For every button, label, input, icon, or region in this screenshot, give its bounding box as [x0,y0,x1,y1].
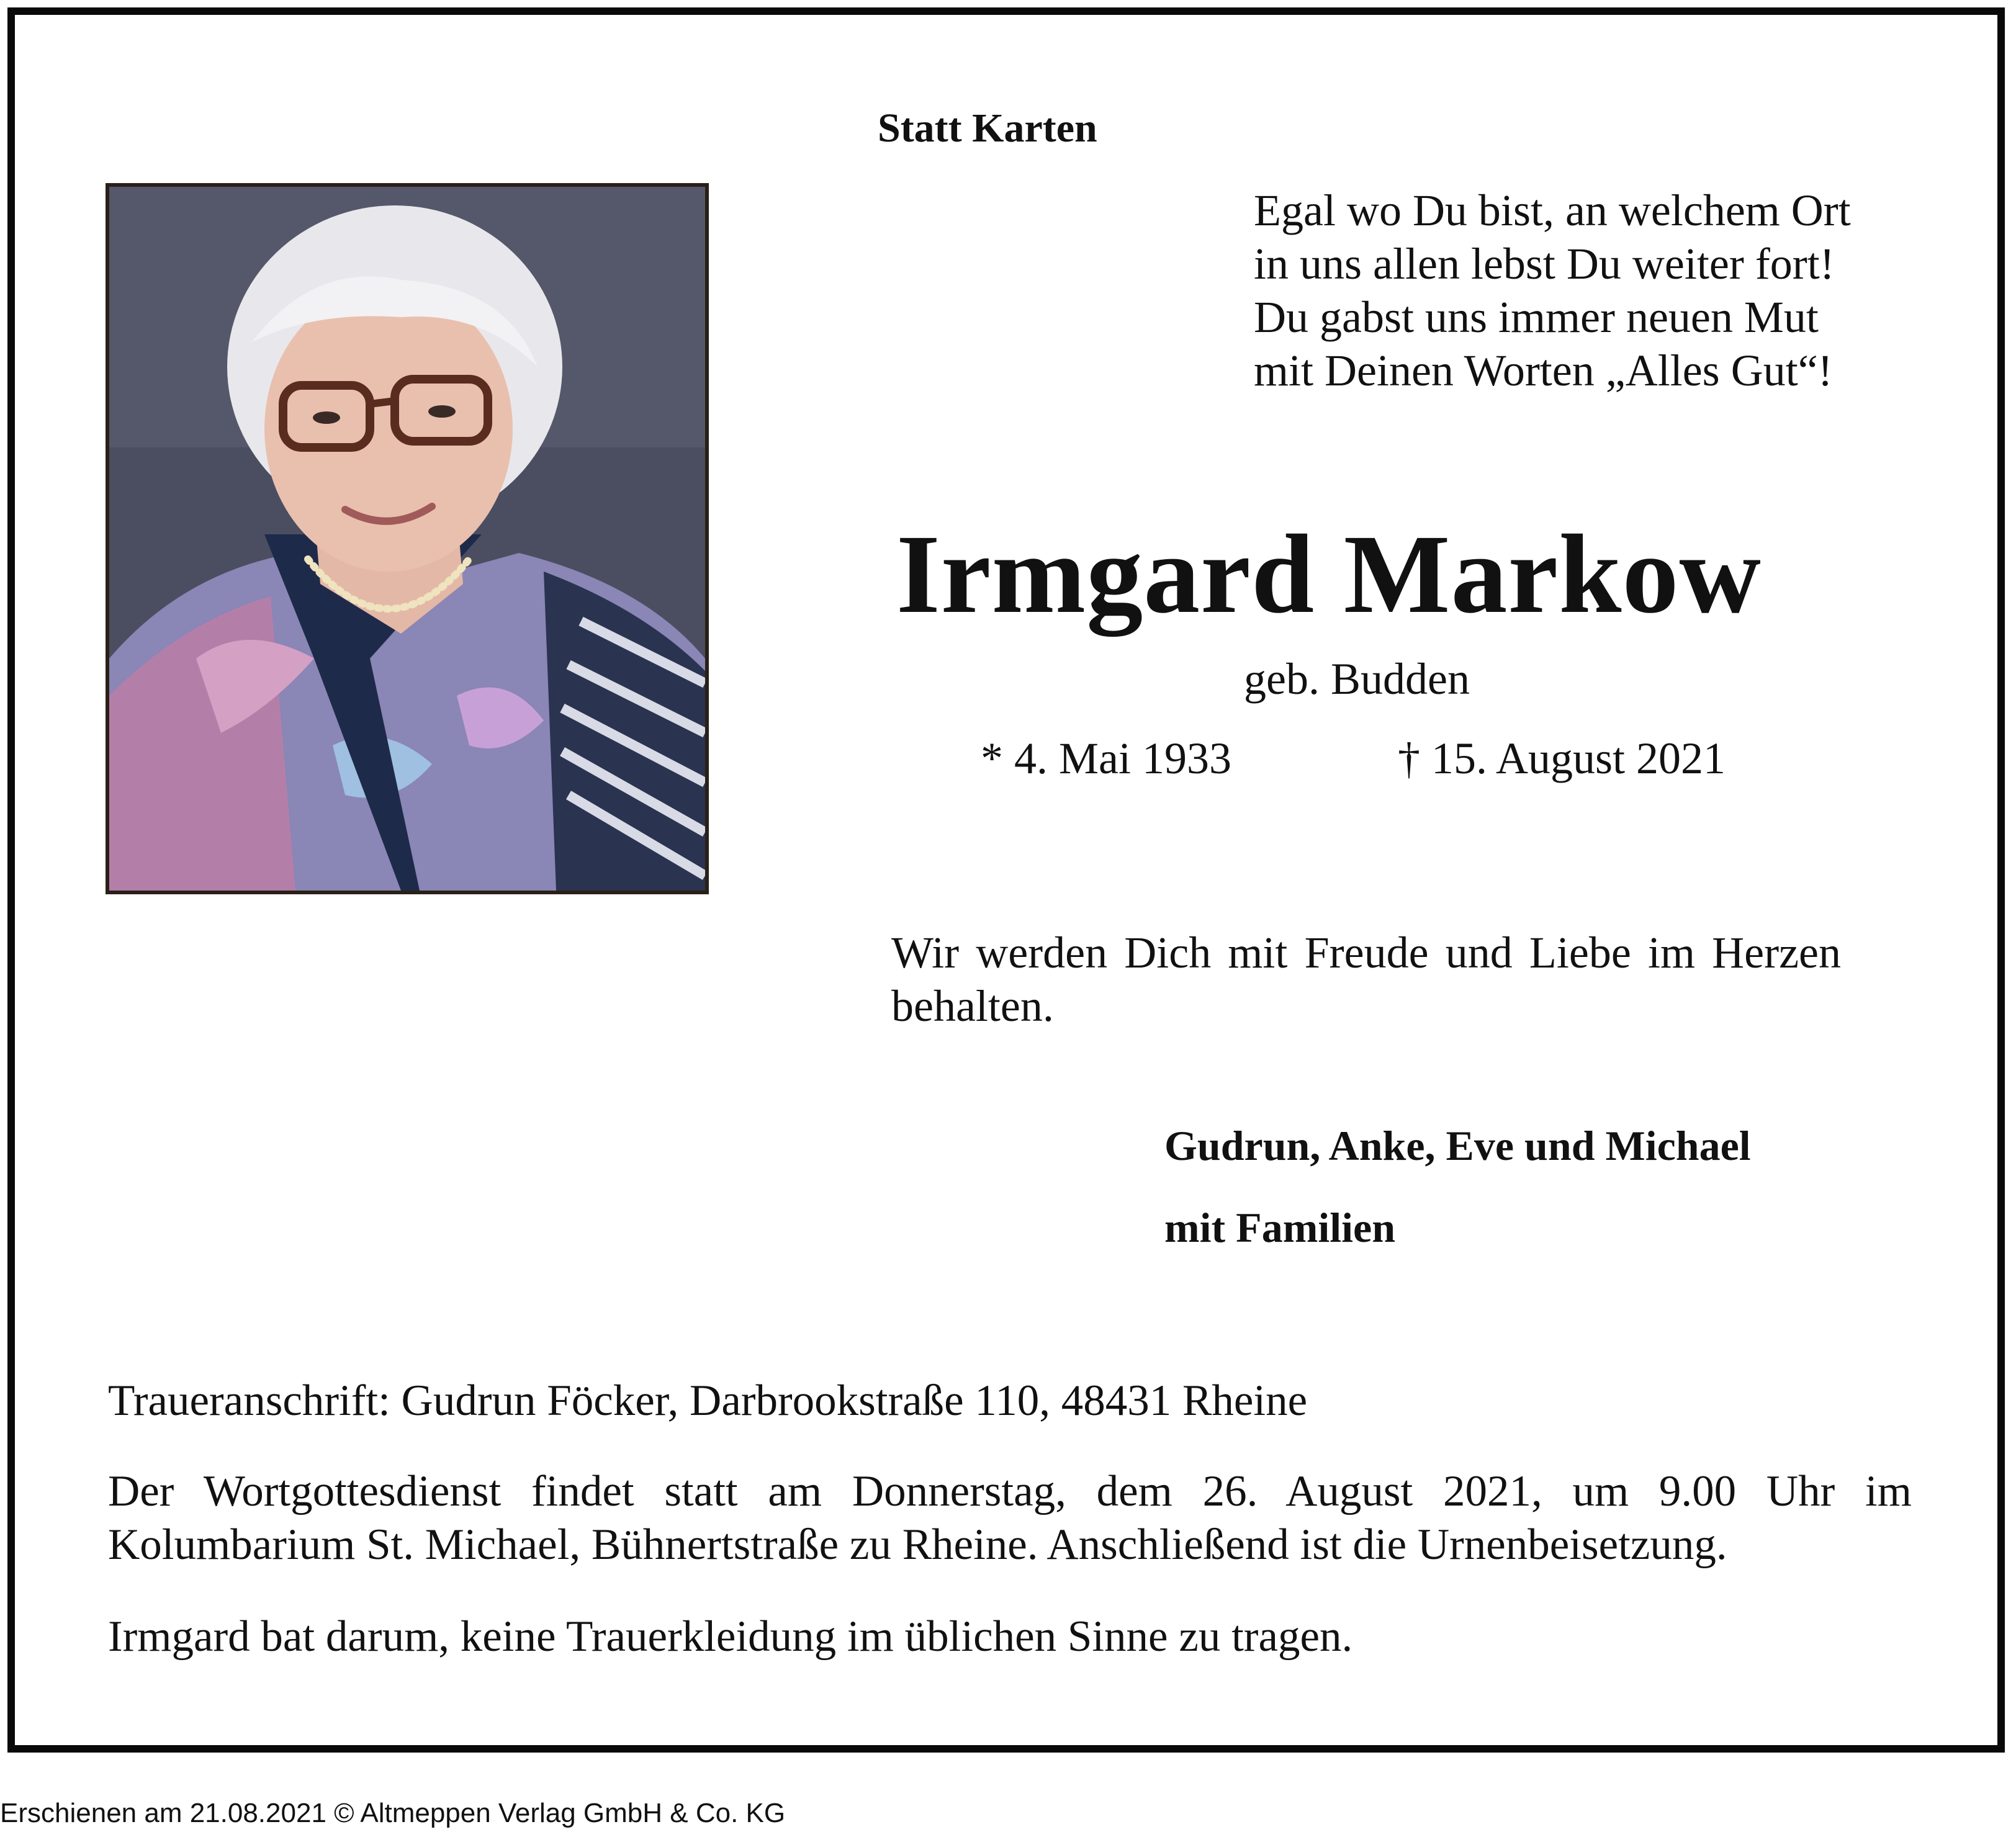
family-signature-suffix: mit Familien [1164,1204,1396,1251]
poem-line: mit Deinen Worten „Alles Gut“! [1254,346,1833,395]
portrait-illustration [109,187,705,891]
service-info: Der Wortgottesdienst findet statt am Donnerstag, dem 26. August 2021, um 9.00 Uhr im Kolumbarium St. Michael, Bühnertstraße zu Rheine. Anschließend ist die Urnenbeisetzung. [108,1467,1912,1569]
deceased-name: Irmgard Markow [896,512,1762,637]
death-date: † 15. August 2021 [1398,734,1726,783]
poem-line: in uns allen lebst Du weiter fort! [1254,239,1835,289]
birth-date: * 4. Mai 1933 [981,734,1231,783]
portrait-photo [106,183,709,894]
tribute-text: Wir werden Dich mit Freude und Liebe im Herzen behalten. [891,928,1841,1031]
poem [1254,184,1851,397]
mourning-address: Traueranschrift: Gudrun Föcker, Darbrookstraße 110, 48431 Rheine [108,1376,1308,1425]
poem-line: Du gabst uns immer neuen Mut [1254,292,1819,342]
poem-line: Egal wo Du bist, an welchem Ort [1254,186,1851,235]
family-signature: Gudrun, Anke, Eve und Michael [1164,1122,1751,1169]
dress-request: Irmgard bat darum, keine Trauerkleidung im üblichen Sinne zu tragen. [108,1612,1353,1661]
publication-footer: Erschienen am 21.08.2021 © Altmeppen Verlag GmbH & Co. KG [0,1798,786,1828]
notice-header: Statt Karten [878,106,1097,151]
maiden-name: geb. Budden [1244,654,1470,704]
